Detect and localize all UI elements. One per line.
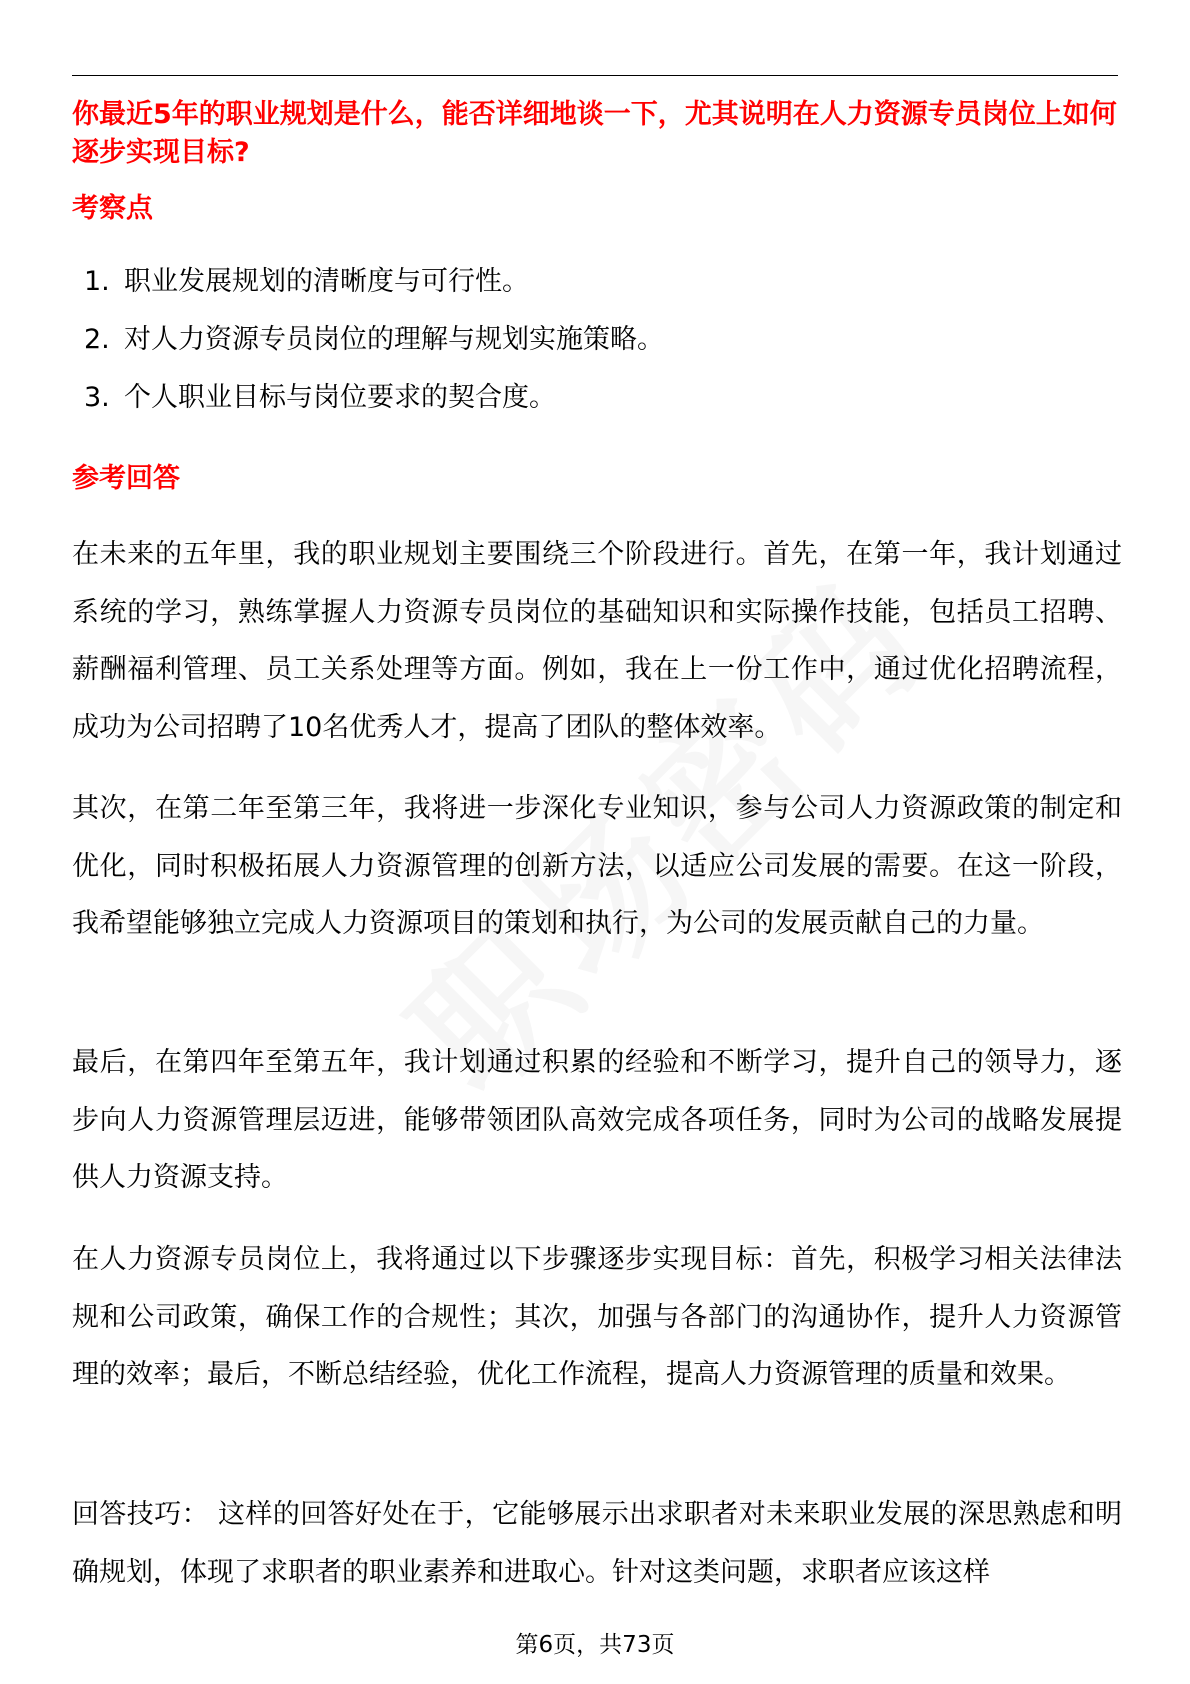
header-rule <box>72 75 1118 76</box>
list-item-number: 1. <box>84 266 110 297</box>
answer-paragraph: 其次，在第二年至第三年，我将进一步深化专业知识，参与公司人力资源政策的制定和优化，同时积极拓展人力资源管理的创新方法，以适应公司发展的需要。在这一阶段，我希望能够独立完成人力资源项目的策划和执行，为公司的发展贡献自己的力量。 <box>72 793 1122 939</box>
list-item-text: 对人力资源专员岗位的理解与规划实施策略。 <box>124 324 664 355</box>
list-item-number: 3. <box>84 382 110 413</box>
list-item-text: 个人职业目标与岗位要求的契合度。 <box>124 382 556 413</box>
section-heading-points: 考察点 <box>72 193 153 224</box>
page-number-footer: 第6页，共73页 <box>515 1632 675 1658</box>
assessment-points-list <box>84 263 1084 437</box>
answer-paragraph: 最后，在第四年至第五年，我计划通过积累的经验和不断学习，提升自己的领导力，逐步向人力资源管理层迈进，能够带领团队高效完成各项任务，同时为公司的战略发展提供人力资源支持。 <box>72 1047 1122 1193</box>
question-title: 你最近5年的职业规划是什么，能否详细地谈一下，尤其说明在人力资源专员岗位上如何逐步实现目标? <box>72 99 1117 168</box>
list-item-text: 职业发展规划的清晰度与可行性。 <box>124 266 529 297</box>
answer-paragraph: 在未来的五年里，我的职业规划主要围绕三个阶段进行。首先，在第一年，我计划通过系统的学习，熟练掌握人力资源专员岗位的基础知识和实际操作技能，包括员工招聘、薪酬福利管理、员工关系处理等方面。例如，我在上一份工作中，通过优化招聘流程，成功为公司招聘了10名优秀人才，提高了团队的整体效率。 <box>72 539 1122 743</box>
list-item <box>84 321 1084 359</box>
answer-paragraph: 在人力资源专员岗位上，我将通过以下步骤逐步实现目标：首先，积极学习相关法律法规和公司政策，确保工作的合规性；其次，加强与各部门的沟通协作，提升人力资源管理的效率；最后，不断总结经验，优化工作流程，提高人力资源管理的质量和效果。 <box>72 1244 1122 1390</box>
section-heading-answer: 参考回答 <box>72 463 180 494</box>
list-item-number: 2. <box>84 324 110 355</box>
answer-tips-paragraph: 回答技巧： 这样的回答好处在于，它能够展示出求职者对未来职业发展的深思熟虑和明确规划，体现了求职者的职业素养和进取心。针对这类问题，求职者应该这样 <box>72 1499 1122 1588</box>
list-item <box>84 263 1084 301</box>
list-item <box>84 379 1084 417</box>
